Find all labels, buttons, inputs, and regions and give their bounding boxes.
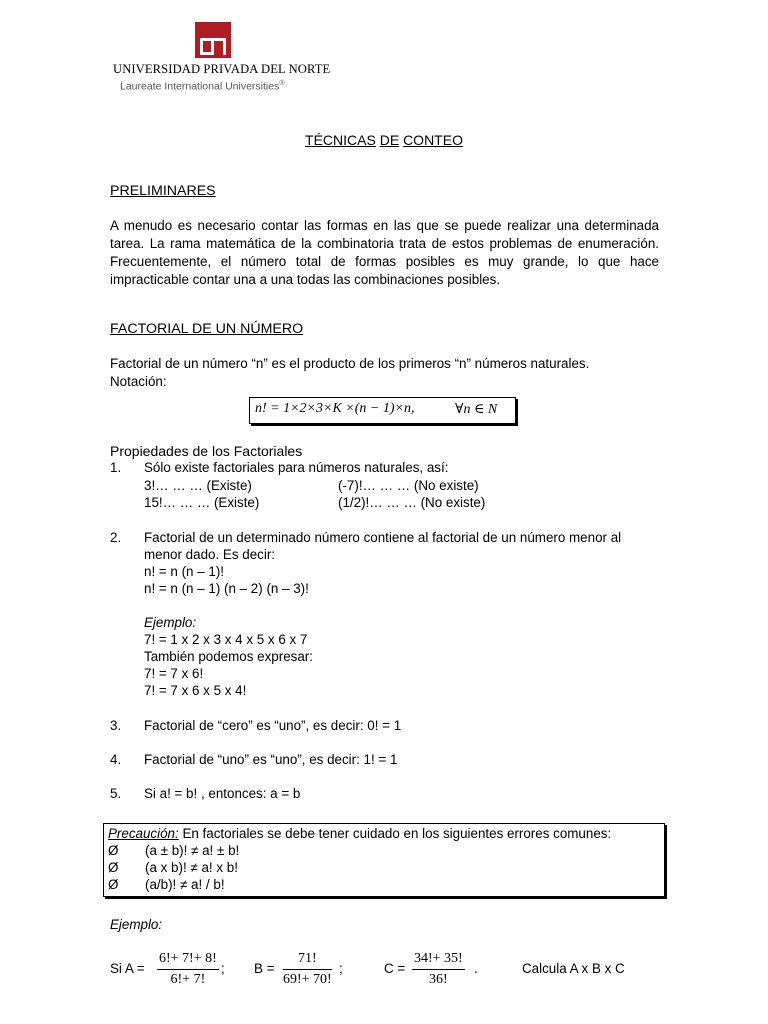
caution-item: Ø (a ± b)! ≠ a! ± b! (108, 843, 240, 858)
university-network: Laureate International Universities® (120, 80, 285, 93)
property-1-example: 15!… … … (Existe) (144, 495, 260, 510)
factorial-formula: n! = 1×2×3×K ×(n − 1)×n, (255, 401, 415, 416)
property-3-number: 3. (110, 718, 122, 733)
property-1-example: 3!… … … (Existe) (144, 478, 252, 493)
bullet-icon: Ø (108, 877, 119, 892)
caution-box (103, 823, 665, 897)
property-2-text: menor dado. Es decir: (144, 547, 275, 562)
fraction-a (157, 951, 219, 988)
fraction-b (283, 951, 332, 988)
properties-heading: Propiedades de los Factoriales (110, 443, 303, 459)
example-label: Ejemplo: (144, 615, 197, 630)
bullet-icon: Ø (108, 860, 119, 875)
section-heading-factorial: FACTORIAL DE UN NÚMERO (110, 321, 304, 337)
fraction-c-denominator: 36! (429, 972, 448, 987)
final-example-label: Ejemplo: (110, 917, 163, 932)
example-line: 7! = 7 x 6 x 5 x 4! (144, 683, 247, 698)
example-line: También podemos expresar: (144, 649, 313, 664)
factorial-formula-box (249, 397, 516, 424)
caution-header (108, 826, 611, 841)
property-1-example: (-7)!… … … (No existe) (338, 478, 479, 493)
fraction-a-numerator: 6!+ 7!+ 8! (157, 951, 219, 970)
section-heading-preliminares: PRELIMINARES (110, 183, 216, 199)
property-4-number: 4. (110, 752, 122, 767)
page-title: TÉCNICAS DE CONTEO (305, 132, 463, 148)
fraction-a-denominator: 6!+ 7! (170, 972, 206, 987)
bullet-icon: Ø (108, 843, 119, 858)
property-1-number: 1. (110, 460, 122, 475)
expression-a-label: Si A = (110, 961, 145, 976)
formula-quantifier: ∀n ∈ N (455, 402, 498, 417)
property-5-number: 5. (110, 786, 122, 801)
fraction-b-denominator: 69!+ 70! (283, 972, 332, 987)
university-name: UNIVERSIDAD PRIVADA DEL NORTE (113, 62, 331, 76)
period: . (474, 961, 478, 976)
expression-c-label: C = (384, 961, 406, 976)
property-1-example: (1/2)!… … … (No existe) (338, 495, 486, 510)
caution-label: Precaución: (108, 826, 179, 841)
preliminares-paragraph: A menudo es necesario contar las formas en las que se puede realizar una determinada tarea. La rama matemática de la combinatoria trata de estos problemas de enumeración. Frecuentemente, el número total de formas posibles es muy grande, lo que hace impracticable contar una a una todas las combinaciones posibles. (110, 218, 659, 287)
caution-item: Ø (a/b)! ≠ a! / b! (108, 877, 225, 892)
property-2-equation: n! = n (n – 1) (n – 2) (n – 3)! (144, 581, 309, 596)
fraction-b-numerator: 71! (283, 951, 332, 970)
caution-text: En factoriales se debe tener cuidado en los siguientes errores comunes: (178, 826, 612, 841)
property-5-text: Si a! = b! , entonces: a = b (144, 786, 301, 801)
factorial-definition: Factorial de un número “n” es el producto de los primeros “n” números naturales. (110, 356, 590, 371)
property-1-text: Sólo existe factoriales para números naturales, así: (144, 460, 449, 475)
property-4-text: Factorial de “uno” es “uno”, es decir: 1! = 1 (144, 752, 398, 767)
expression-b-label: B = (254, 961, 275, 976)
university-logo-icon (195, 22, 231, 58)
separator: ; (339, 961, 343, 976)
property-3-text: Factorial de “cero” es “uno”, es decir: 0! = 1 (144, 718, 402, 733)
fraction-c (412, 951, 465, 988)
example-line: 7! = 1 x 2 x 3 x 4 x 5 x 6 x 7 (144, 632, 308, 647)
property-2-number: 2. (110, 530, 122, 545)
property-2-text: Factorial de un determinado número contiene al factorial de un número menor al (144, 530, 622, 545)
separator: ; (221, 961, 225, 976)
property-2-equation: n! = n (n – 1)! (144, 564, 225, 579)
task-instruction: Calcula A x B x C (522, 961, 625, 976)
notation-label: Notación: (110, 374, 167, 389)
fraction-c-numerator: 34!+ 35! (412, 951, 465, 970)
example-line: 7! = 7 x 6! (144, 666, 204, 681)
caution-item: Ø (a x b)! ≠ a! x b! (108, 860, 238, 875)
